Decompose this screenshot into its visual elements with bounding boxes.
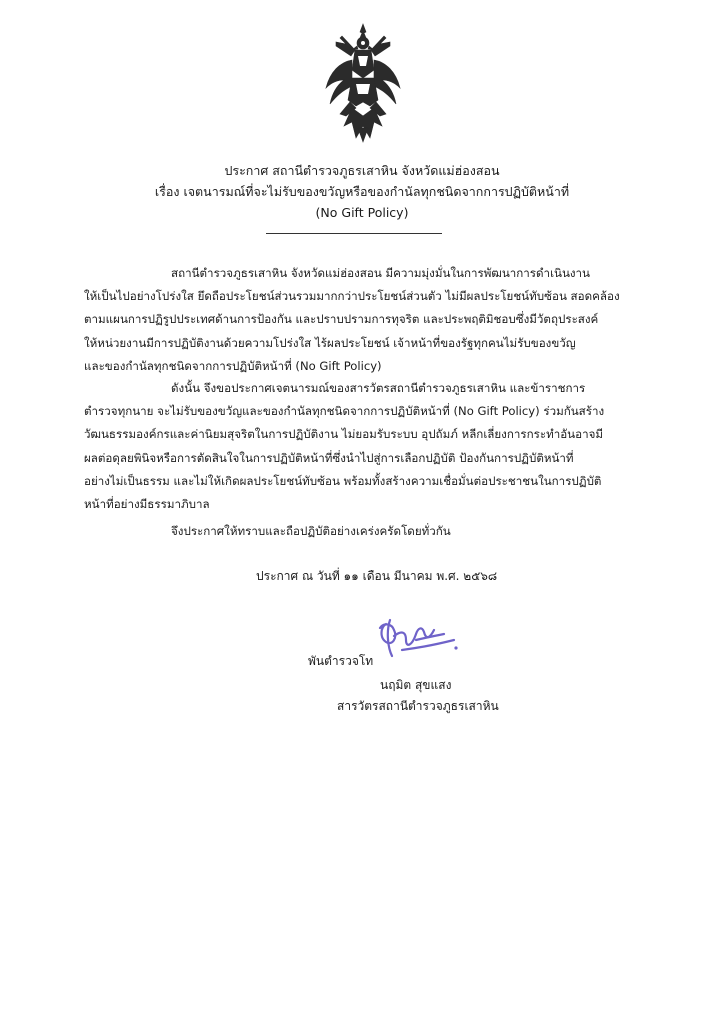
- paragraph-line: สถานีตำรวจภูธรเสาหิน จังหวัดแม่ฮ่องสอน มีความมุ่งมั่นในการพัฒนาการดำเนินงาน: [171, 266, 590, 280]
- paragraph-line: ให้เป็นไปอย่างโปร่งใส ยึดถือประโยชน์ส่วนรวมมากกว่าประโยชน์ส่วนตัว ไม่มีผลประโยชน์ทับซ้อน สอดคล้อง: [84, 289, 620, 304]
- handwritten-signature-icon: [372, 610, 462, 662]
- announcement-date: ประกาศ ณ วันที่ ๑๑ เดือน มีนาคม พ.ศ. ๒๕๖๘: [256, 569, 498, 583]
- paragraph-2: [84, 377, 650, 516]
- paragraph-line: อย่างไม่เป็นธรรม และไม่ให้เกิดผลประโยชน์ทับซ้อน พร้อมทั้งสร้างความเชื่อมั่นต่อประชาชนในการปฏิบัติ: [84, 473, 602, 488]
- paragraph-line: ให้หน่วยงานมีการปฏิบัติงานด้วยความโปร่งใส ไร้ผลประโยชน์ เจ้าหน้าที่ของรัฐทุกคนไม่รับของขวัญ: [84, 335, 576, 350]
- policy-label: (No Gift Policy): [315, 205, 409, 220]
- closing-statement: จึงประกาศให้ทราบและถือปฏิบัติอย่างเคร่งครัดโดยทั่วกัน: [171, 524, 451, 538]
- announcement-title: ประกาศ สถานีตำรวจภูธรเสาหิน จังหวัดแม่ฮ่องสอน: [224, 163, 500, 178]
- announcement-subject: เรื่อง เจตนารมณ์ที่จะไม่รับของขวัญหรือของกำนัลทุกชนิดจากการปฏิบัติหน้าที่: [154, 184, 570, 199]
- signer-name: นฤมิต สุขแสง: [380, 678, 452, 692]
- paragraph-3: [84, 520, 650, 543]
- paragraph-line: ตำรวจทุกนาย จะไม่รับของขวัญและของกำนัลทุกชนิดจากการปฏิบัติหน้าที่ (No Gift Policy) ร่วมกันสร้าง: [84, 404, 605, 419]
- signer-rank: พันตำรวจโท: [308, 654, 374, 668]
- paragraph-line: วัฒนธรรมองค์กรและค่านิยมสุจริตในการปฏิบัติงาน ไม่ยอมรับระบบ อุปถัมภ์ หลีกเลี่ยงการกระทำอันอาจมี: [84, 427, 604, 442]
- paragraph-line: และของกำนัลทุกชนิดจากการปฏิบัติหน้าที่ (No Gift Policy): [84, 358, 382, 373]
- paragraph-line: ตามแผนการปฏิรูปประเทศด้านการป้องกัน และปราบปรามการทุจริต และประพฤติมิชอบซึ่งมีวัตถุประสงค์: [84, 312, 599, 327]
- paragraph-line: ผลต่อดุลยพินิจหรือการตัดสินใจในการปฏิบัติหน้าที่ซึ่งนำไปสู่การเลือกปฏิบัติ ป้องกันการปฏิบัติหน้าที่: [84, 450, 574, 465]
- garuda-emblem-icon: [322, 22, 404, 144]
- signer-position: สารวัตรสถานีตำรวจภูธรเสาหิน: [337, 699, 499, 713]
- paragraph-line: ดังนั้น จึงขอประกาศเจตนารมณ์ของสารวัตรสถานีตำรวจภูธรเสาหิน และข้าราชการ: [171, 381, 586, 395]
- title-divider: [266, 233, 442, 234]
- paragraph-1: [84, 262, 650, 378]
- paragraph-line: หน้าที่อย่างมีธรรมาภิบาล: [84, 497, 210, 512]
